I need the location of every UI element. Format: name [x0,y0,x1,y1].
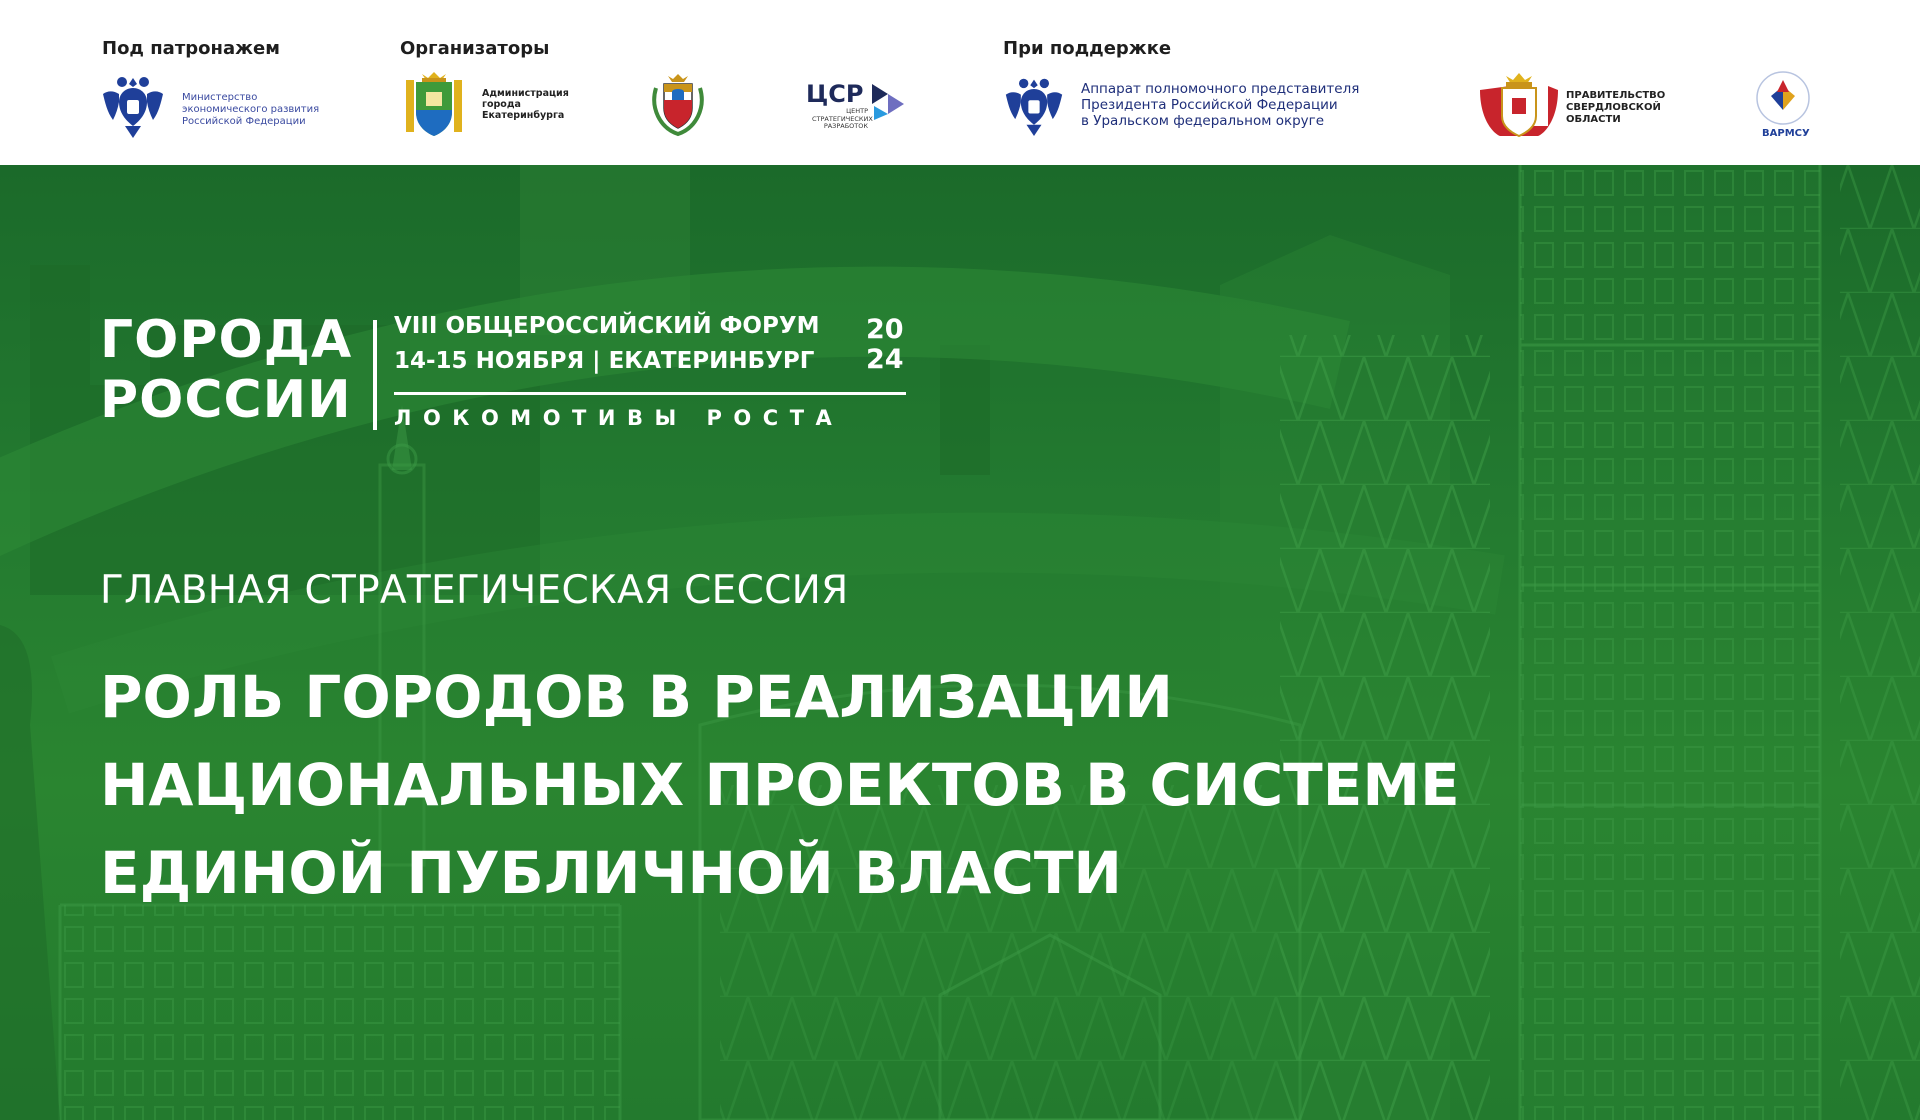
double-headed-eagle-icon [1003,70,1065,140]
support-label: При поддержке [1003,38,1172,59]
session-title: РОЛЬ ГОРОДОВ В РЕАЛИЗАЦИИ НАЦИОНАЛЬНЫХ ПРОЕКТОВ В СИСТЕМЕ ЕДИНОЙ ПУБЛИЧНОЙ ВЛАСТИ [100,663,1460,907]
srg-emblem-icon [650,70,706,140]
ekb-admin-name: Администрация города Екатеринбурга [482,88,569,122]
ekaterinburg-coat-of-arms-icon [398,70,470,140]
sverdlovsk-coat-of-arms-icon [1476,70,1562,140]
patronage-label: Под патронажем [102,38,280,59]
lockup-divider-vertical [373,320,377,430]
partners-header [0,0,1920,165]
lockup-divider-horizontal [394,392,906,395]
sverdlovsk-name: ПРАВИТЕЛЬСТВО СВЕРДЛОВСКОЙ ОБЛАСТИ [1566,90,1666,125]
forum-edition: VIII ОБЩЕРОССИЙСКИЙ ФОРУМ [394,313,820,339]
city-skyline-illustration [0,165,1920,1120]
double-headed-eagle-icon [100,70,166,140]
plenipotentiary-name: Аппарат полномочного представителя Президента Российской Федерации в Уральском федеральном округе [1081,81,1360,129]
session-kind: ГЛАВНАЯ СТРАТЕГИЧЕСКАЯ СЕССИЯ [100,568,849,613]
ministry-logo [100,70,320,140]
forum-motto: ЛОКОМОТИВЫ РОСТА [394,406,844,430]
forum-year: 20 24 [866,314,904,375]
srg-logo [650,70,710,140]
csr-caption: ЦЕНТР СТРАТЕГИЧЕСКИХ РАЗРАБОТОК [812,107,873,131]
csr-logo-icon [870,82,912,122]
csr-name: ЦСР [806,80,864,108]
session-banner [0,165,1920,1120]
ekb-admin-logo [398,70,578,140]
organizers-label: Организаторы [400,38,550,59]
ministry-name: Министерство экономического развития Российской Федерации [182,92,320,127]
sverdlovsk-logo [1476,70,1666,140]
varmsu-name: ВАРМСУ [1762,128,1810,139]
varmsu-logo [1748,70,1818,140]
forum-title: ГОРОДА РОССИИ [100,310,353,430]
varmsu-logo-icon [1748,70,1818,126]
plenipotentiary-logo [1003,70,1363,140]
forum-dates-place: 14-15 НОЯБРЯ | ЕКАТЕРИНБУРГ [394,348,815,374]
csr-logo [806,70,916,140]
